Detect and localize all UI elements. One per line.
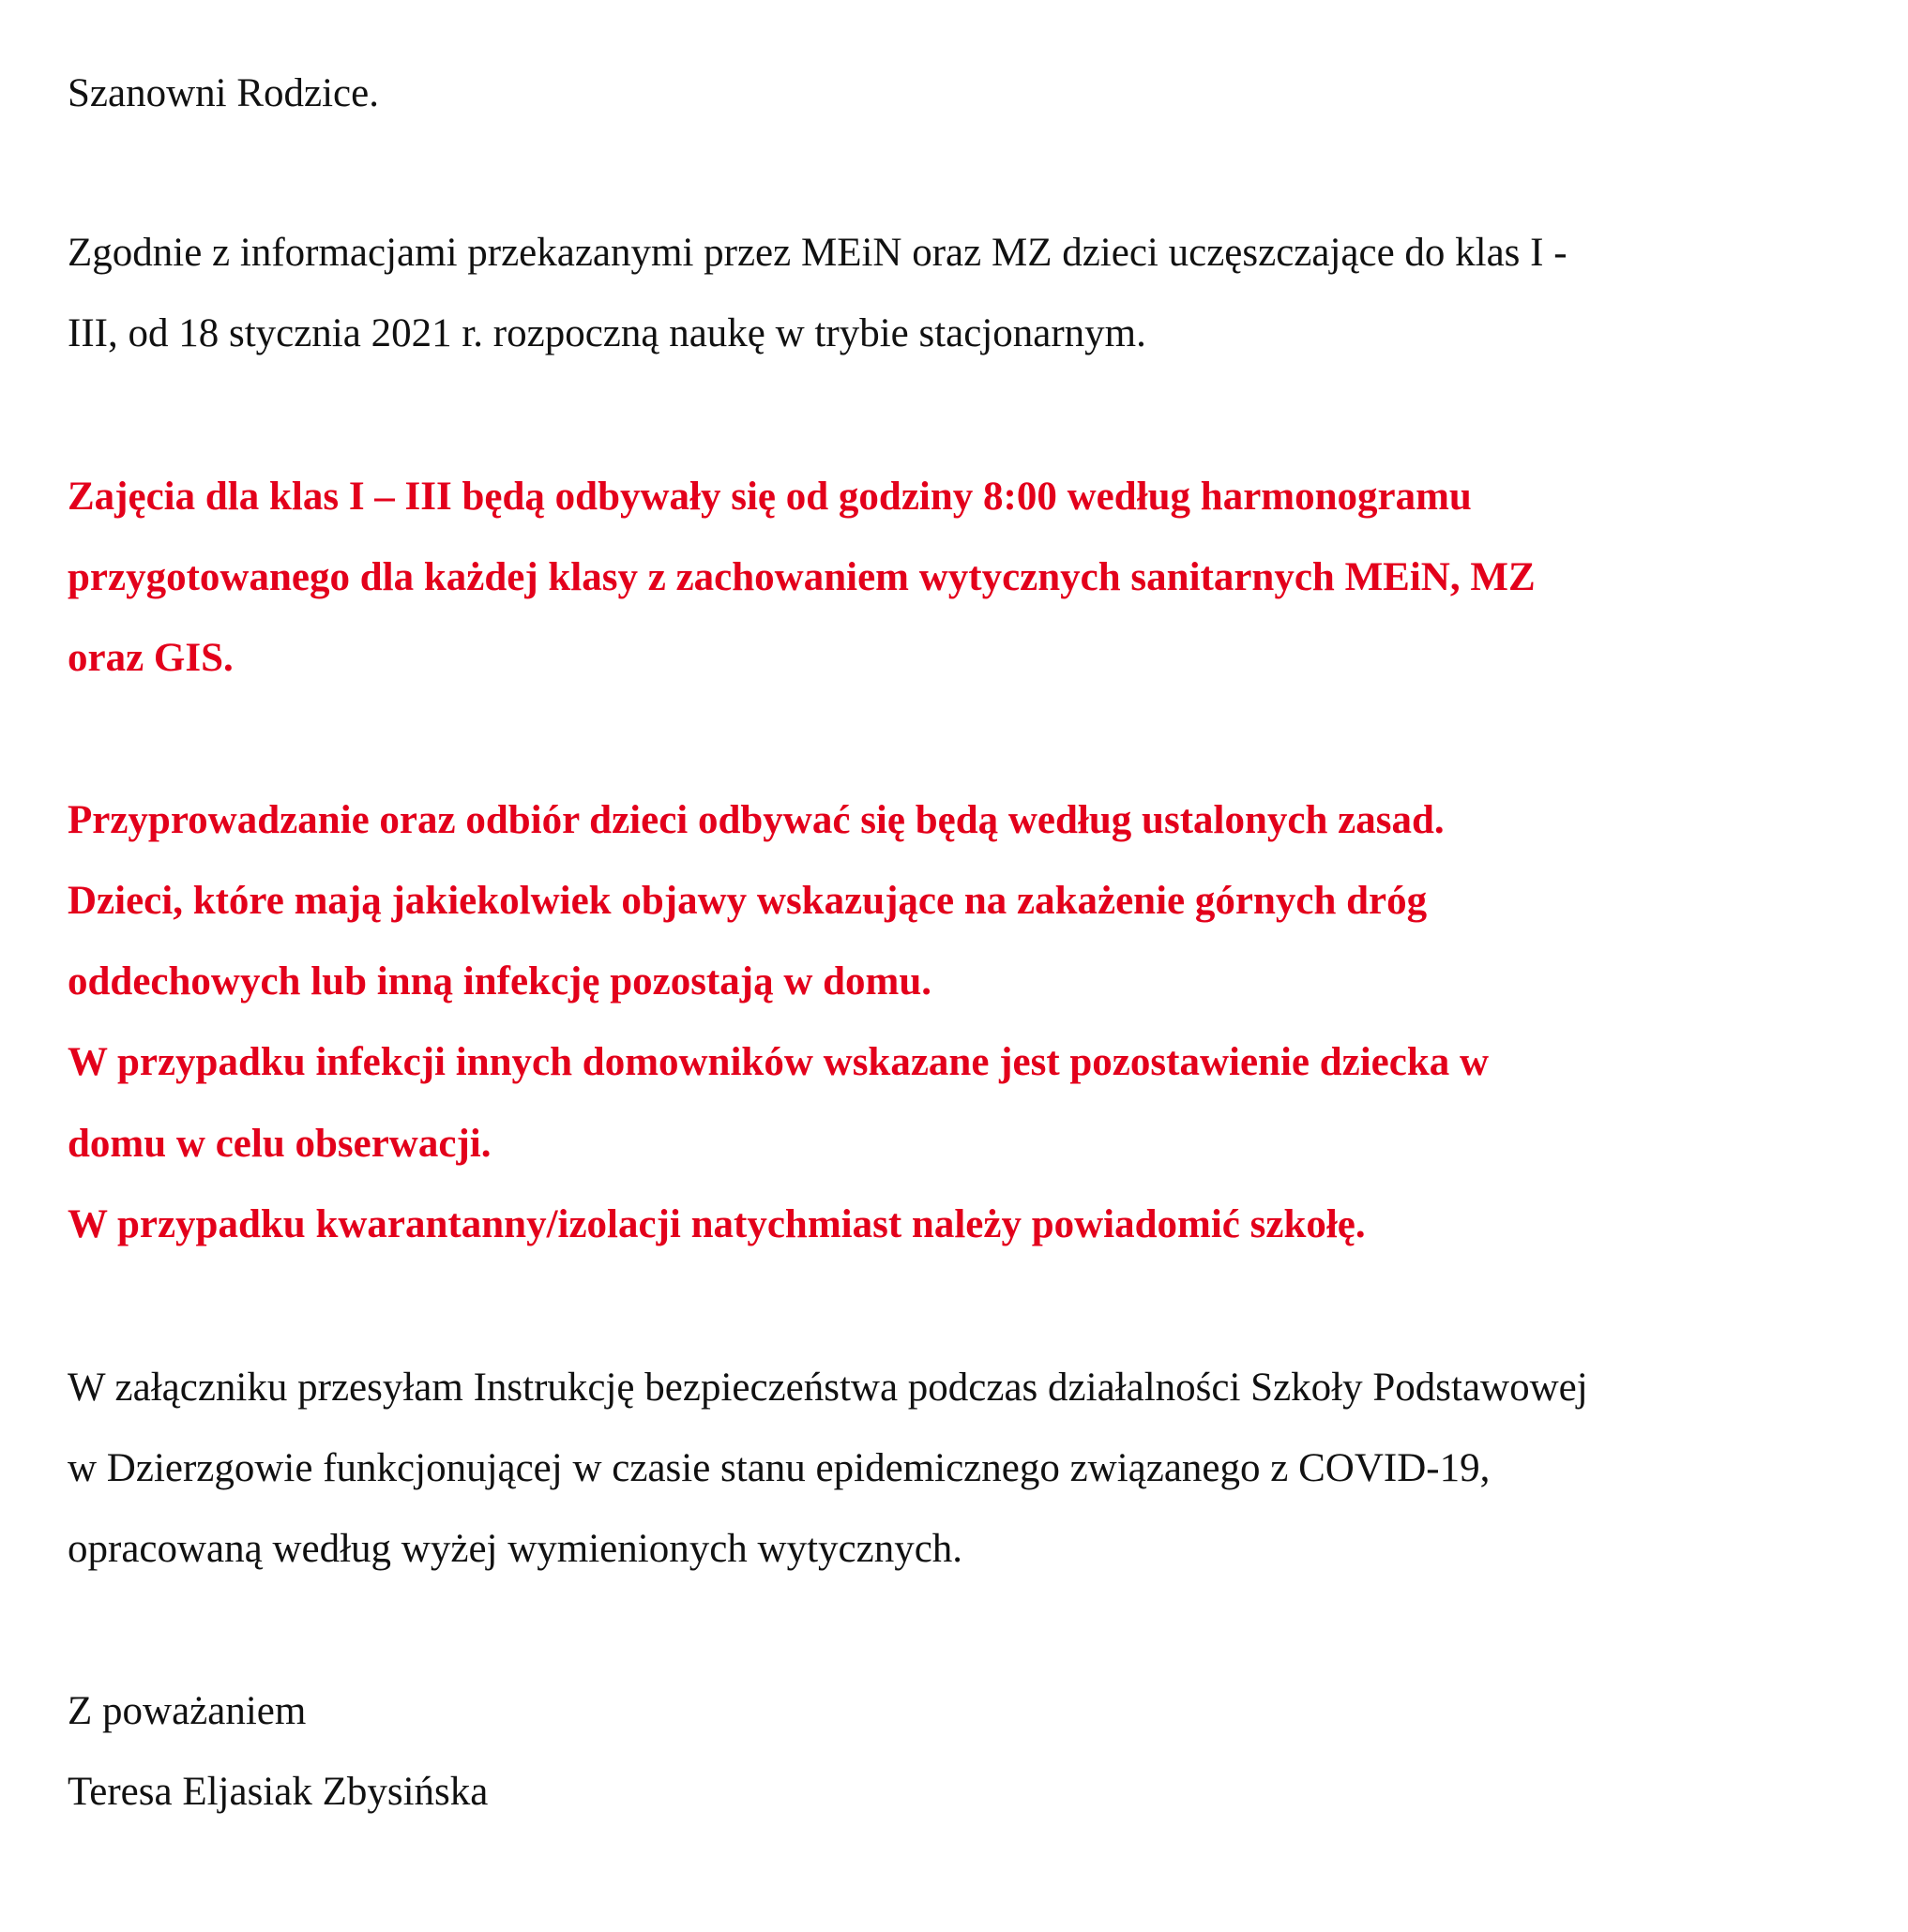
attachment-line: W załączniku przesyłam Instrukcję bezpieczeństwa podczas działalności Szkoły Podstawowej	[68, 1366, 1588, 1410]
attachment-line: opracowaną według wyżej wymienionych wytycznych.	[68, 1527, 963, 1571]
signature: Teresa Eljasiak Zbysińska	[68, 1770, 489, 1814]
attachment-line: w Dzierzgowie funkcjonującej w czasie stanu epidemicznego związanego z COVID-19,	[68, 1446, 1491, 1490]
rules-line: W przypadku infekcji innych domowników wskazane jest pozostawienie dziecka w	[68, 1040, 1490, 1084]
rules-line: domu w celu obserwacji.	[68, 1122, 492, 1166]
intro-line: III, od 18 stycznia 2021 r. rozpoczną naukę w trybie stacjonarnym.	[68, 311, 1146, 355]
schedule-line: oraz GIS.	[68, 636, 234, 680]
closing: Z poważaniem	[68, 1689, 307, 1733]
greeting: Szanowni Rodzice.	[68, 71, 379, 115]
intro-line: Zgodnie z informacjami przekazanymi przez MEiN oraz MZ dzieci uczęszczające do klas I -	[68, 231, 1567, 275]
rules-line: Dzieci, które mają jakiekolwiek objawy wskazujące na zakażenie górnych dróg	[68, 879, 1428, 923]
rules-line: oddechowych lub inną infekcję pozostają w domu.	[68, 959, 932, 1004]
rules-line: Przyprowadzanie oraz odbiór dzieci odbywać się będą według ustalonych zasad.	[68, 798, 1445, 842]
schedule-line: przygotowanego dla każdej klasy z zachowaniem wytycznych sanitarnych MEiN, MZ	[68, 555, 1536, 599]
schedule-line: Zajęcia dla klas I – III będą odbywały się od godziny 8:00 według harmonogramu	[68, 475, 1472, 519]
rules-line: W przypadku kwarantanny/izolacji natychmiast należy powiadomić szkołę.	[68, 1202, 1366, 1246]
